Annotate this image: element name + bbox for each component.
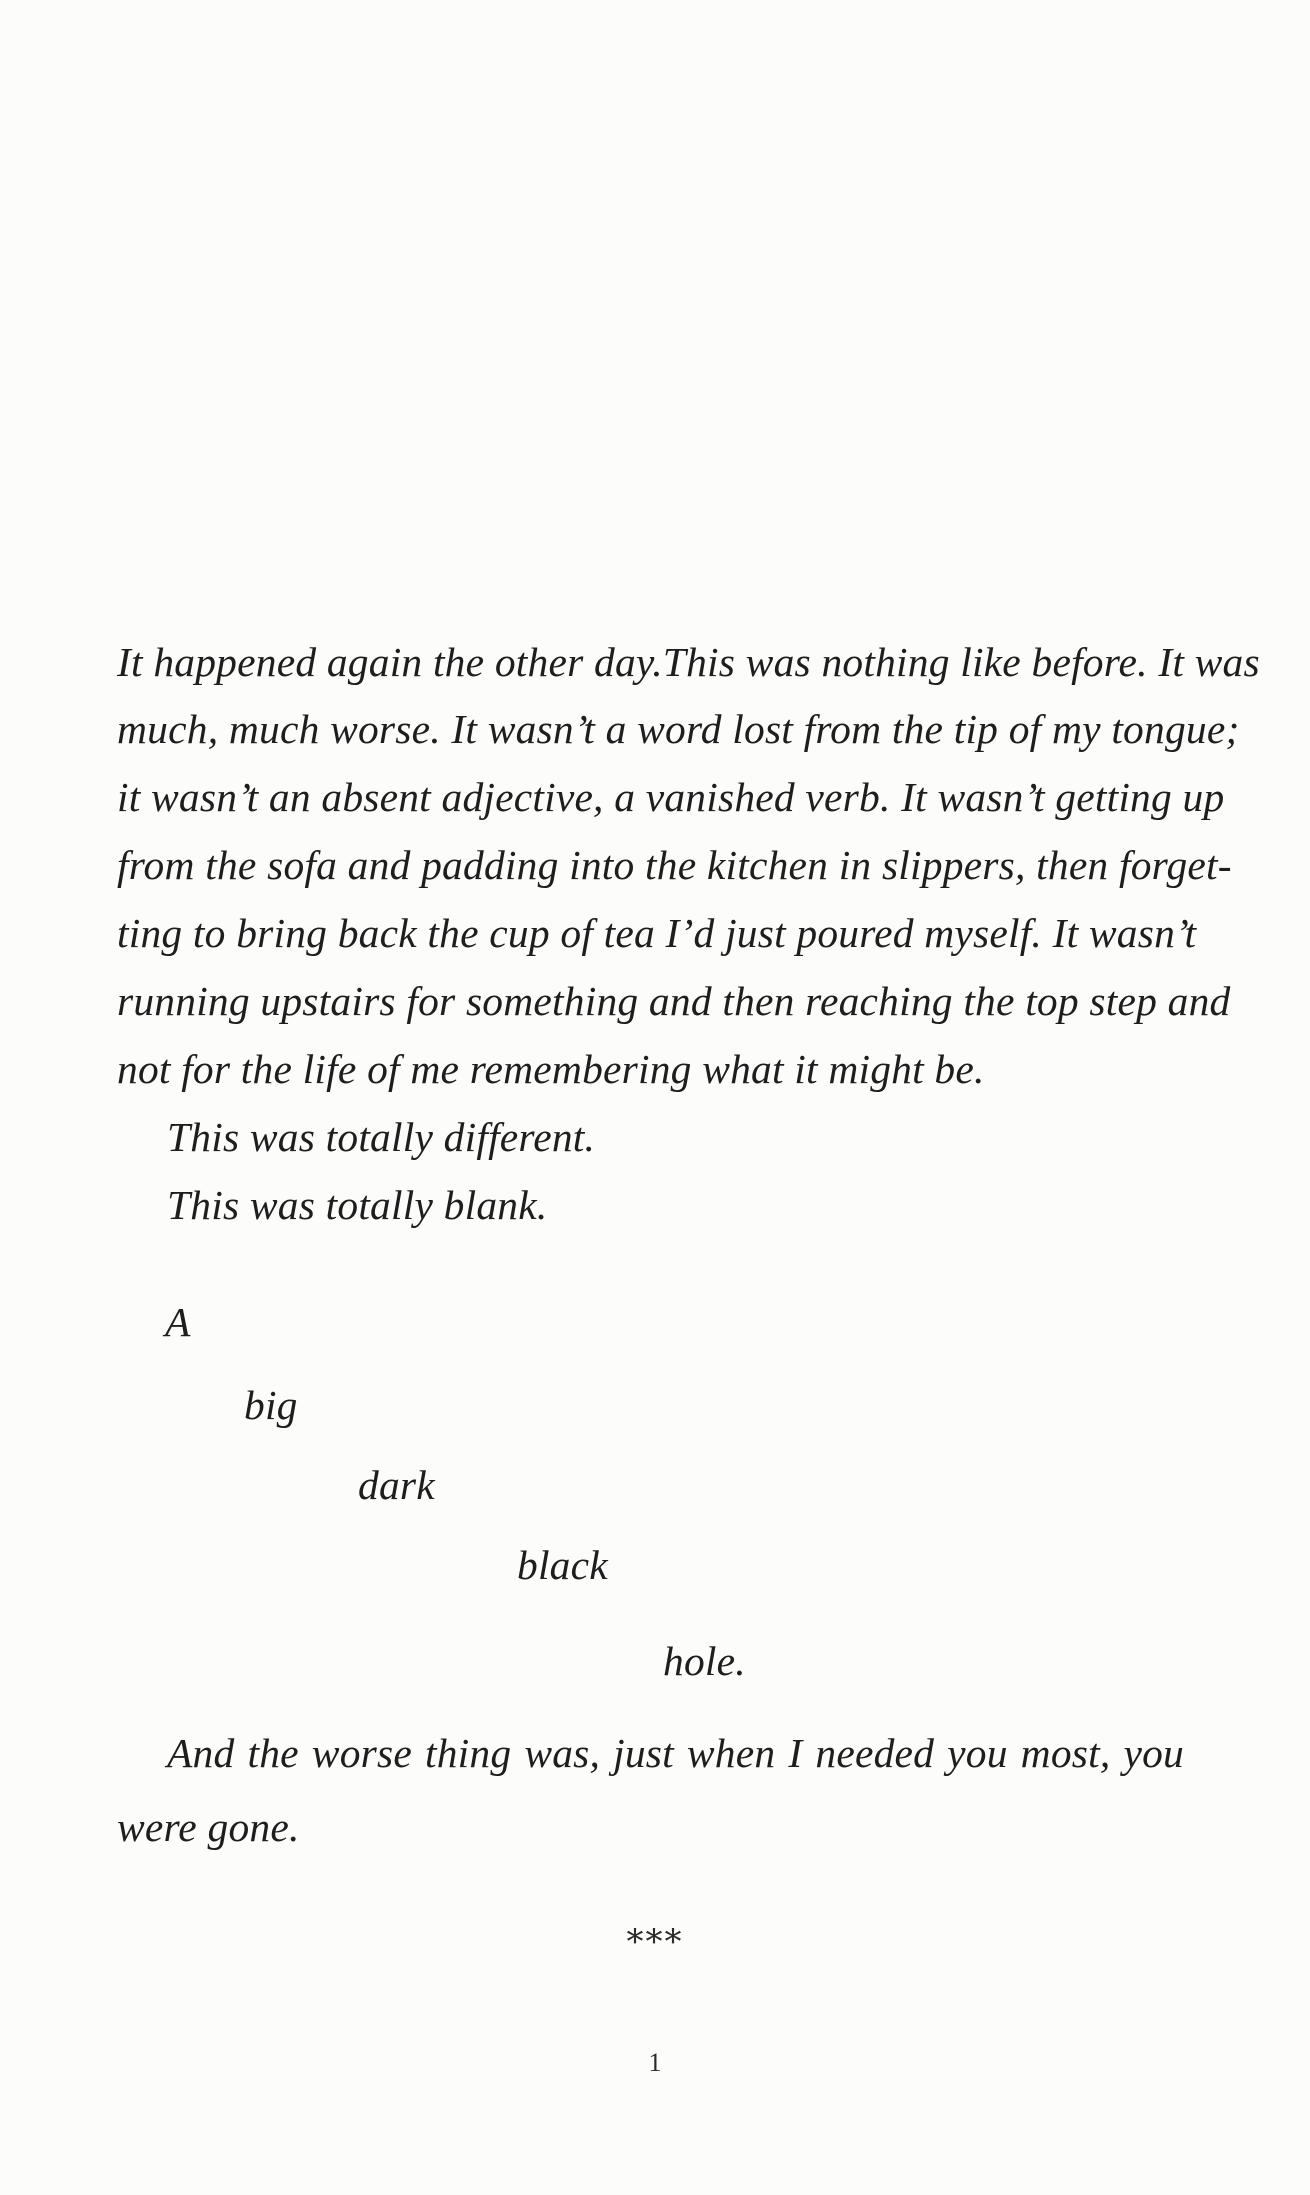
staircase-word-hole: hole. [663, 1638, 746, 1684]
staircase-word-big: big [244, 1382, 298, 1428]
paragraph-line-6: running upstairs for something and then reaching the top step and [117, 978, 1231, 1024]
line-totally-different: This was totally different. [167, 1114, 596, 1160]
last-paragraph-line-1: And the worse thing was, just when I needed you most, you [167, 1730, 1184, 1776]
paragraph-line-5: ting to bring back the cup of tea I’d just poured myself. It wasn’t [117, 910, 1197, 956]
paragraph-line-3: it wasn’t an absent adjective, a vanished verb. It wasn’t getting up [117, 774, 1225, 820]
line-totally-blank: This was totally blank. [167, 1182, 548, 1228]
staircase-word-black: black [517, 1542, 608, 1588]
staircase-word-dark: dark [358, 1462, 435, 1508]
last-paragraph-line-2: were gone. [117, 1804, 300, 1850]
paragraph-line-1: It happened again the other day.This was nothing like before. It was [117, 639, 1260, 685]
section-separator: *** [626, 1922, 684, 1962]
page-number: 1 [648, 2048, 662, 2077]
paragraph-line-4: from the sofa and padding into the kitchen in slippers, then forget- [117, 842, 1232, 888]
paragraph-line-7: not for the life of me remembering what it might be. [117, 1046, 985, 1092]
paragraph-line-2: much, much worse. It wasn’t a word lost from the tip of my tongue; [117, 706, 1240, 752]
staircase-word-a: A [165, 1299, 191, 1345]
